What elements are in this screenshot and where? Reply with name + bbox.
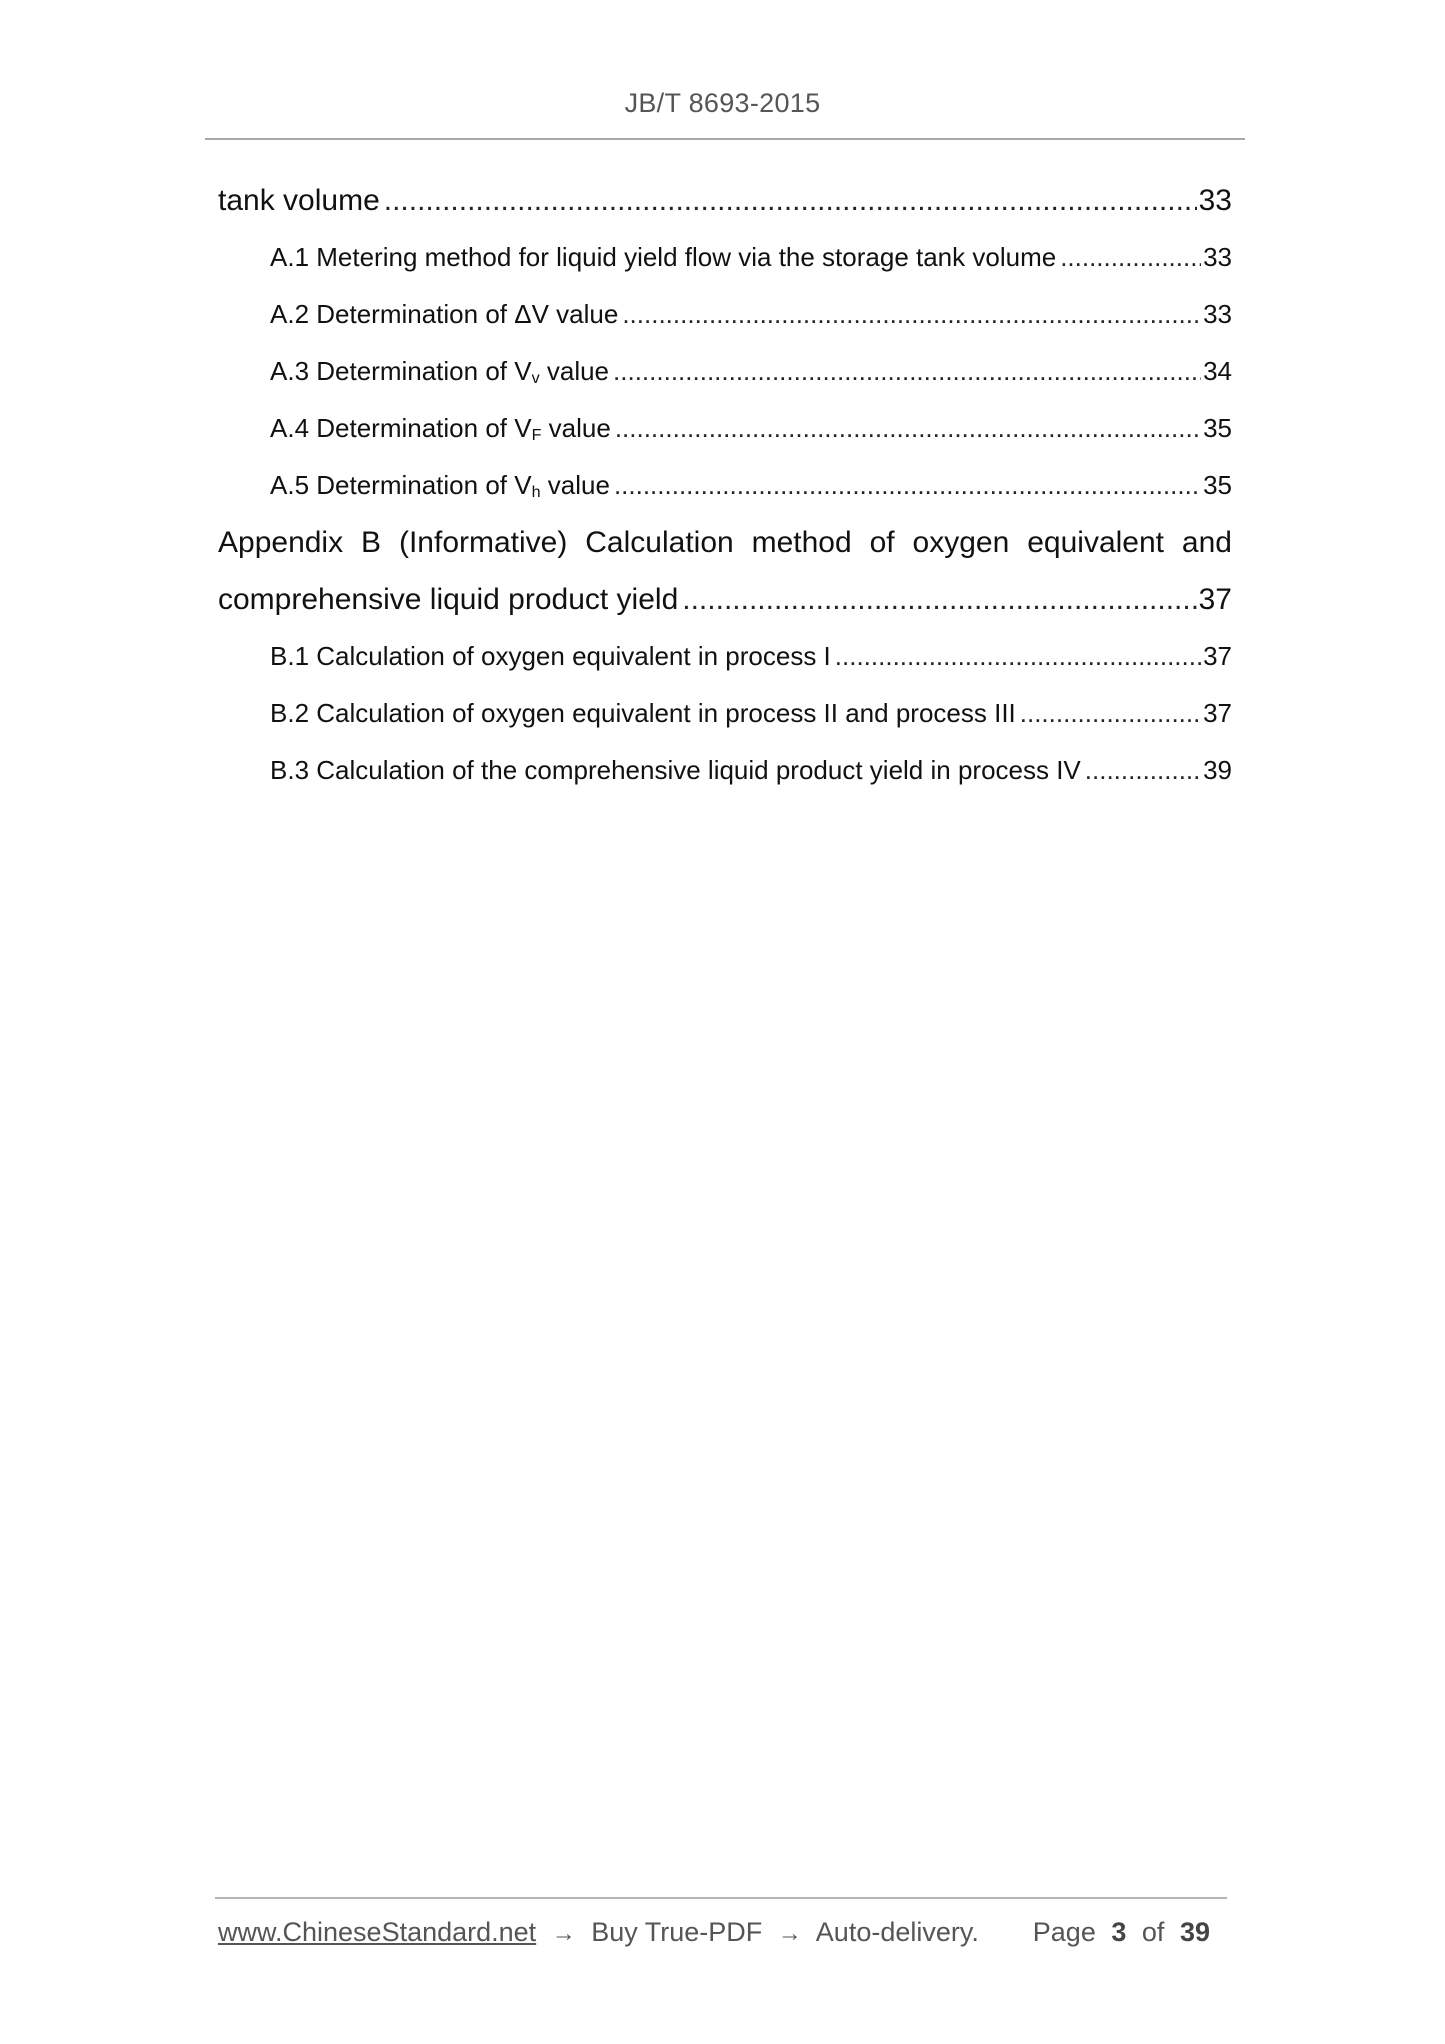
toc-page-number: 34: [1203, 356, 1232, 386]
dot-leader: [1020, 685, 1201, 742]
toc-page-number: 35: [1203, 413, 1232, 443]
toc-page-number: 37: [1203, 641, 1232, 671]
arrow-right-icon: →: [551, 1920, 576, 1947]
toc-page-number: 37: [1198, 583, 1232, 616]
toc-entry-a5[interactable]: [218, 457, 1232, 514]
toc-entry-appendix-b-line1[interactable]: Appendix B (Informative) Calculation method of oxygen equivalent and: [218, 526, 1232, 559]
toc-entry-title: A.2 Determination of ΔV value: [270, 299, 619, 329]
subscript: F: [531, 425, 542, 444]
toc-entry-b3[interactable]: [218, 742, 1232, 799]
dot-leader: [1085, 742, 1201, 799]
toc-entry-appendix-b-line2[interactable]: [218, 571, 1232, 628]
toc-entry-title: B.2 Calculation of oxygen equivalent in process II and process III: [270, 698, 1016, 728]
toc-page-number: 37: [1203, 698, 1232, 728]
of-label: of: [1141, 1917, 1165, 1947]
auto-delivery-text: Auto-delivery.: [815, 1917, 979, 1947]
toc-entry-a2[interactable]: [218, 286, 1232, 343]
subscript: v: [531, 368, 540, 387]
toc-page-number: 33: [1198, 184, 1232, 217]
dot-leader: [1060, 229, 1201, 286]
toc-entry-a4[interactable]: [218, 400, 1232, 457]
footer-divider: [215, 1897, 1227, 1899]
toc-entry-title: A.5 Determination of $V_h$ value: [270, 470, 610, 501]
page-label: Page: [1032, 1917, 1096, 1947]
footer-promo: [218, 1912, 979, 1954]
toc-entry-tank-volume[interactable]: [218, 172, 1232, 229]
toc-entry-b2[interactable]: [218, 685, 1232, 742]
table-of-contents: [218, 172, 1232, 799]
document-code-header: JB/T 8693-2015: [624, 88, 821, 118]
dot-leader: [384, 172, 1197, 229]
toc-entry-title: tank volume: [218, 184, 380, 217]
total-pages-number: 39: [1179, 1917, 1210, 1947]
toc-entry-a3[interactable]: [218, 343, 1232, 400]
dot-leader: [614, 457, 1201, 514]
toc-page-number: 33: [1203, 242, 1232, 272]
toc-entry-title: A.4 Determination of $V_F$ value: [270, 413, 611, 444]
toc-page-number: 39: [1203, 755, 1232, 785]
dot-leader: [615, 400, 1201, 457]
dot-leader: [682, 571, 1196, 628]
toc-entry-title: comprehensive liquid product yield: [218, 583, 679, 616]
toc-page-number: 35: [1203, 470, 1232, 500]
dot-leader: [613, 343, 1201, 400]
toc-entry-title: A.1 Metering method for liquid yield flow via the storage tank volume: [270, 242, 1057, 272]
toc-entry-title: A.3 Determination of $V_v$ value: [270, 356, 610, 387]
toc-entry-a1[interactable]: [218, 229, 1232, 286]
buy-true-pdf-text: Buy True-PDF: [591, 1917, 763, 1947]
toc-entry-title: B.3 Calculation of the comprehensive liquid product yield in process IV: [270, 755, 1081, 785]
dot-leader: [835, 628, 1201, 685]
page-footer: [218, 1912, 1228, 1952]
website-link[interactable]: www.ChineseStandard.net: [218, 1917, 537, 1947]
page-indicator: [1033, 1912, 1218, 1952]
subscript: h: [531, 482, 541, 501]
toc-entry-title: B.1 Calculation of oxygen equivalent in process I: [270, 641, 831, 671]
arrow-right-icon: →: [777, 1920, 802, 1947]
current-page-number: 3: [1111, 1917, 1127, 1947]
toc-entry-b1[interactable]: [218, 628, 1232, 685]
toc-page-number: 33: [1203, 299, 1232, 329]
dot-leader: [622, 286, 1201, 343]
header-divider: [205, 138, 1245, 140]
